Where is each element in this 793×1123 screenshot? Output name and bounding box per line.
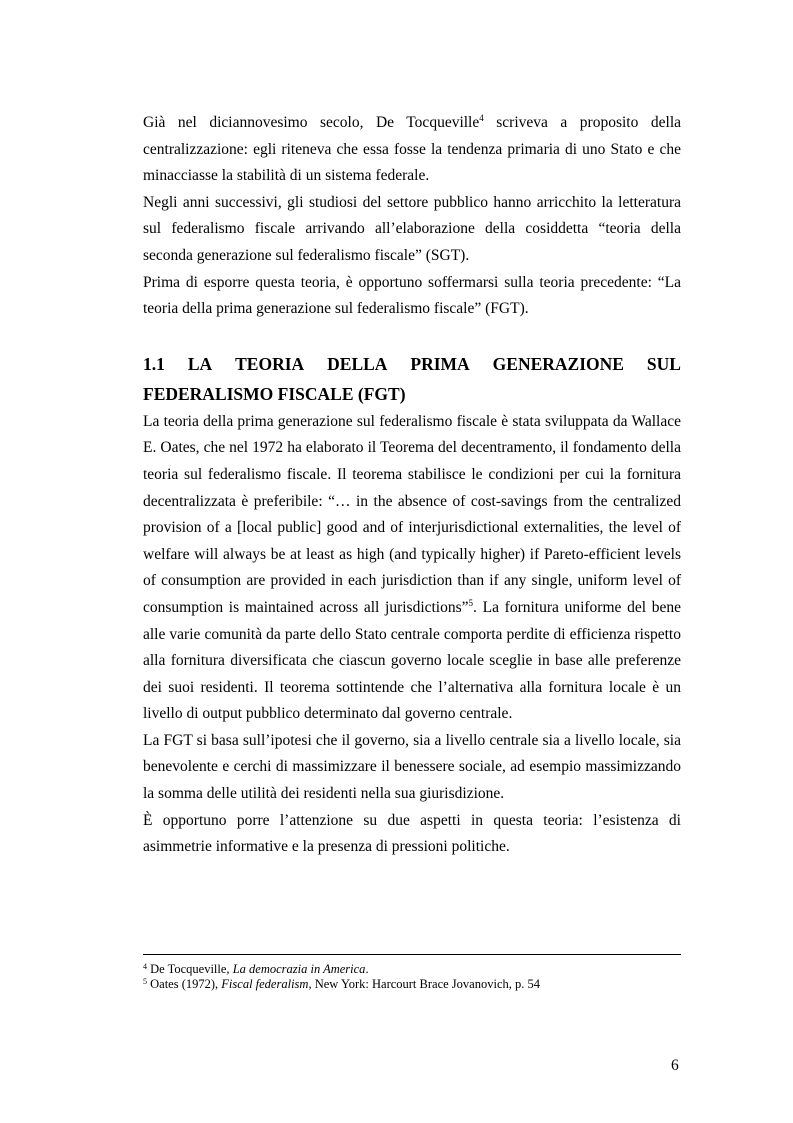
page-body — [143, 110, 681, 861]
page-number: 6 — [671, 1057, 679, 1074]
heading-word: TEORIA — [235, 353, 305, 374]
paragraph-text: Già nel diciannovesimo secolo, De Tocqueville — [143, 114, 480, 131]
heading-word: DELLA — [327, 353, 388, 374]
section-heading-line1 — [143, 349, 681, 379]
heading-word: LA — [187, 353, 213, 374]
section-heading-line2: FEDERALISMO FISCALE (FGT) — [143, 383, 406, 404]
footnote-text: Oates (1972), — [147, 977, 222, 991]
footnote-4 — [143, 962, 681, 977]
paragraph-text: . La fornitura uniforme del bene alle varie comunità da parte dello Stato centrale comporta perdite di efficienza rispetto alla fornitura diversificata che ciascun governo locale sceglie in base alle preferenze dei suoi residenti. Il teorema sottintende che l’alternativa alla fornitura locale è un livello di output pubblico determinato dal governo centrale. — [143, 598, 681, 723]
paragraph-fgt-hypothesis: La FGT si basa sull’ipotesi che il governo, sia a livello centrale sia a livello locale, sia benevolente e cerchi di massimizzare il benessere sociale, ad esempio massimizzando la somma delle utilità dei residenti nella sua giurisdizione. — [143, 731, 681, 803]
footnote-ref-5[interactable]: 5 — [468, 597, 474, 608]
heading-word: SUL — [646, 353, 681, 374]
heading-word: PRIMA — [410, 353, 470, 374]
section-heading — [143, 349, 681, 409]
footnote-5 — [143, 977, 681, 992]
footnote-title: La democrazia in America — [232, 962, 366, 976]
paragraph-fgt-aspects: È opportuno porre l’attenzione su due aspetti in questa teoria: l’esistenza di asimmetrie informative e la presenza di pressioni politiche. — [143, 811, 681, 856]
footnote-text: , New York: Harcourt Brace Jovanovich, p. 54 — [308, 977, 540, 991]
paragraph-oates — [143, 409, 681, 728]
section-number: 1.1 — [143, 353, 165, 374]
footnote-number: 5 — [143, 977, 147, 986]
footnote-text: De Tocqueville, — [147, 962, 233, 976]
footnote-ref-4[interactable]: 4 — [479, 113, 484, 123]
footnote-number: 4 — [143, 962, 147, 971]
footnote-title: Fiscal federalism — [221, 977, 309, 991]
paragraph-fgt-intro: Prima di esporre questa teoria, è opportuno soffermarsi sulla teoria precedente: “La teoria della prima generazione sul federalismo fiscale” (FGT). — [143, 273, 681, 318]
heading-word: GENERAZIONE — [492, 353, 624, 374]
footnotes — [143, 962, 681, 992]
footnote-text: . — [365, 962, 369, 976]
paragraph-text: La teoria della prima generazione sul federalismo fiscale è stata sviluppata da Wallace E. Oates, che nel 1972 ha elaborato il Teorema del decentramento, il fondamento della teoria sul federalismo fiscale. Il teorema stabilisce le condizioni per cui la fornitura decentralizzata è preferibile: “… in the absence of cost-savings from the centralized provision of a [local public] good and of interjurisdictional externalities, the level of welfare will always be at least as high (and typically higher) if Pareto-efficient levels of consumption are provided in each jurisdiction than if any single, uniform level of consumption is maintained across all jurisdictions” — [143, 412, 681, 616]
paragraph-tocqueville — [143, 110, 681, 190]
paragraph-sgt: Negli anni successivi, gli studiosi del settore pubblico hanno arricchito la letteratura sul federalismo fiscale arrivando all’elaborazione della cosiddetta “teoria della seconda generazione sul federalismo fiscale” (SGT). — [143, 193, 681, 264]
footnote-separator — [143, 954, 681, 955]
paragraph-text: scriveva a proposito della centralizzazione: egli riteneva che essa fosse la tendenza primaria di uno Stato e che minacciasse la stabilità di un sistema federale. — [143, 114, 682, 185]
